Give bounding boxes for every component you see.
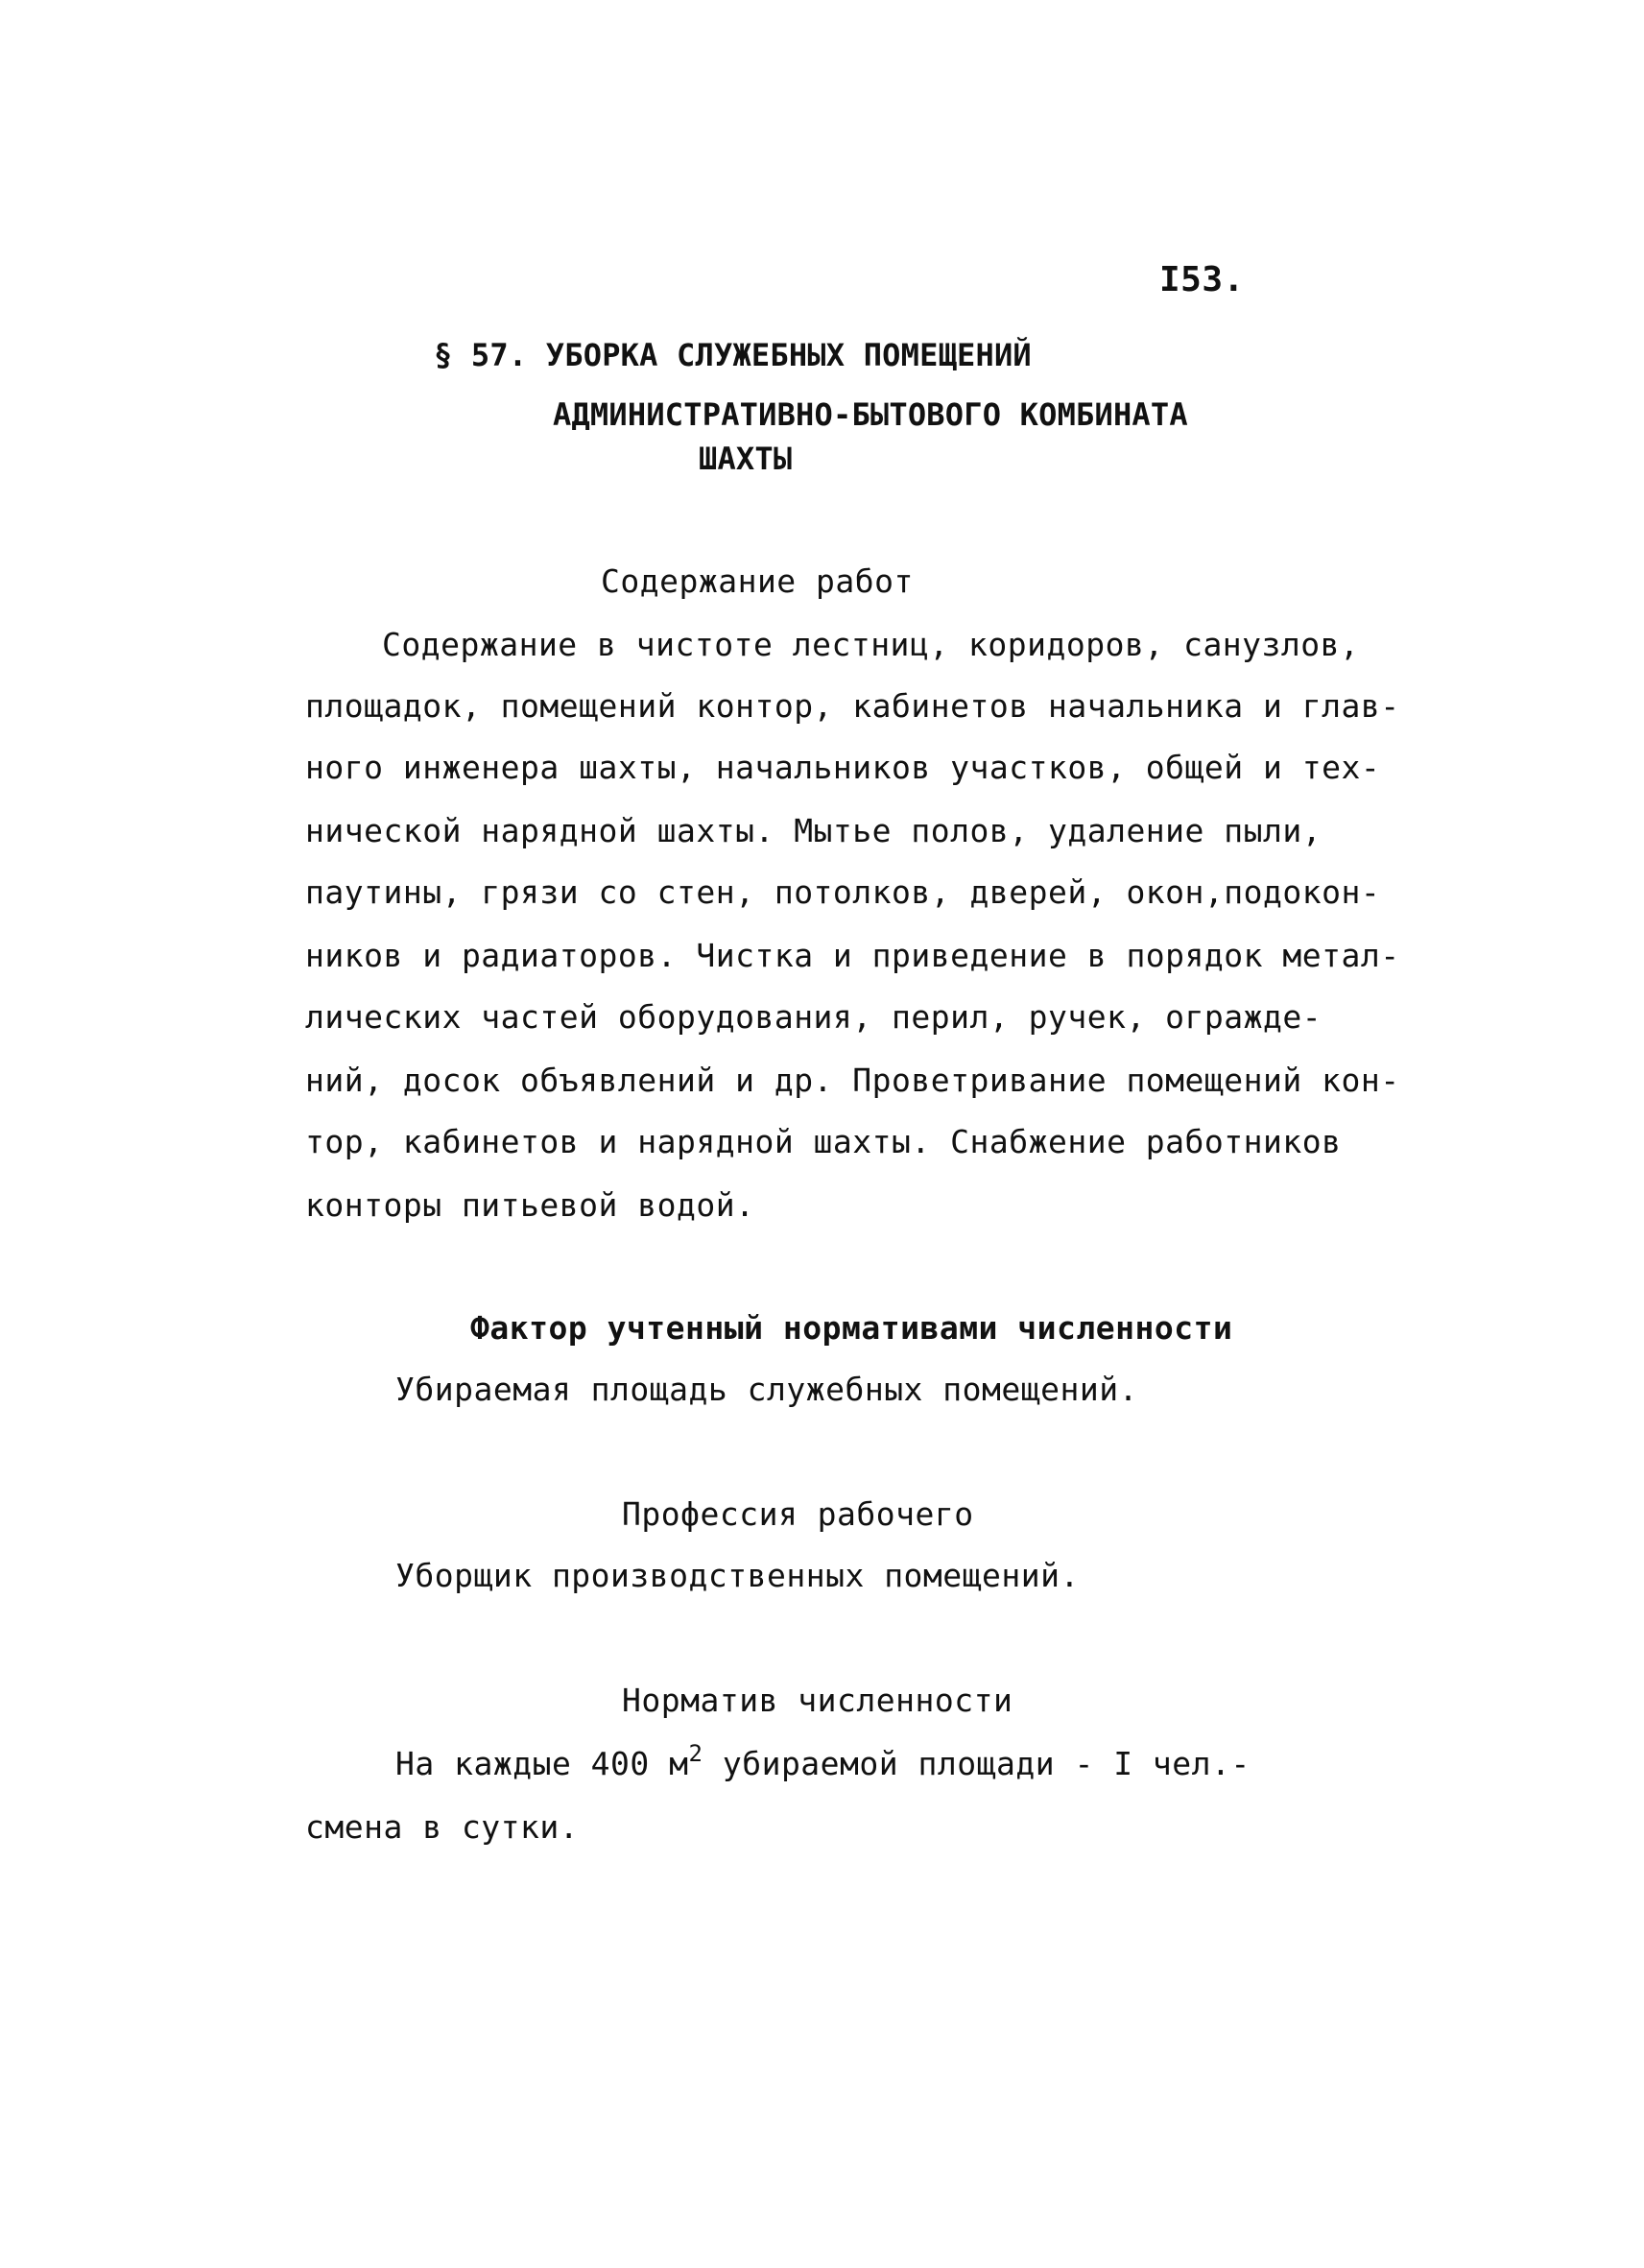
norm-text-line-2: смена в сутки. [305, 1808, 580, 1846]
profession-heading: Профессия рабочего [622, 1495, 974, 1533]
work-content-line-10: конторы питьевой водой. [305, 1186, 755, 1224]
norm-heading: Норматив численности [622, 1682, 1013, 1719]
section-title-line-1: § 57. УБОРКА СЛУЖЕБНЫХ ПОМЕЩЕНИЙ [434, 337, 1032, 373]
work-content-line-7: лических частей оборудования, перил, ручек, огражде- [305, 998, 1322, 1036]
norm-text-line-1 [395, 1740, 1251, 1783]
work-content-line-2: площадок, помещений контор, кабинетов начальника и глав- [305, 687, 1400, 725]
section-title-line-2: АДМИНИСТРАТИВНО-БЫТОВОГО КОМБИНАТА [553, 396, 1188, 433]
factor-heading: Фактор учтенный нормативами численности [470, 1309, 1233, 1347]
norm-superscript: 2 [688, 1740, 703, 1767]
norm-text-after: убираемой площади - I чел.- [703, 1745, 1251, 1782]
work-content-heading: Содержание работ [601, 562, 914, 600]
work-content-line-3: ного инженера шахты, начальников участков, общей и тех- [305, 749, 1381, 786]
factor-text: Убираемая площадь служебных помещений. [395, 1371, 1138, 1408]
norm-text-before: На каждые 400 м [395, 1745, 689, 1782]
page-number: I53. [1159, 260, 1245, 299]
work-content-line-4: нической нарядной шахты. Мытье полов, удаление пыли, [305, 812, 1322, 849]
work-content-line-5: паутины, грязи со стен, потолков, дверей, окон,подокон- [305, 873, 1381, 911]
work-content-line-6: ников и радиаторов. Чистка и приведение в порядок метал- [305, 937, 1400, 974]
section-title-line-3: ШАХТЫ [699, 441, 793, 477]
profession-text: Уборщик производственных помещений. [395, 1557, 1080, 1594]
work-content-line-8: ний, досок объявлений и др. Проветривание помещений кон- [305, 1062, 1400, 1099]
work-content-line-1: Содержание в чистоте лестниц, коридоров, санузлов, [382, 626, 1360, 663]
work-content-line-9: тор, кабинетов и нарядной шахты. Снабжение работников [305, 1123, 1342, 1160]
